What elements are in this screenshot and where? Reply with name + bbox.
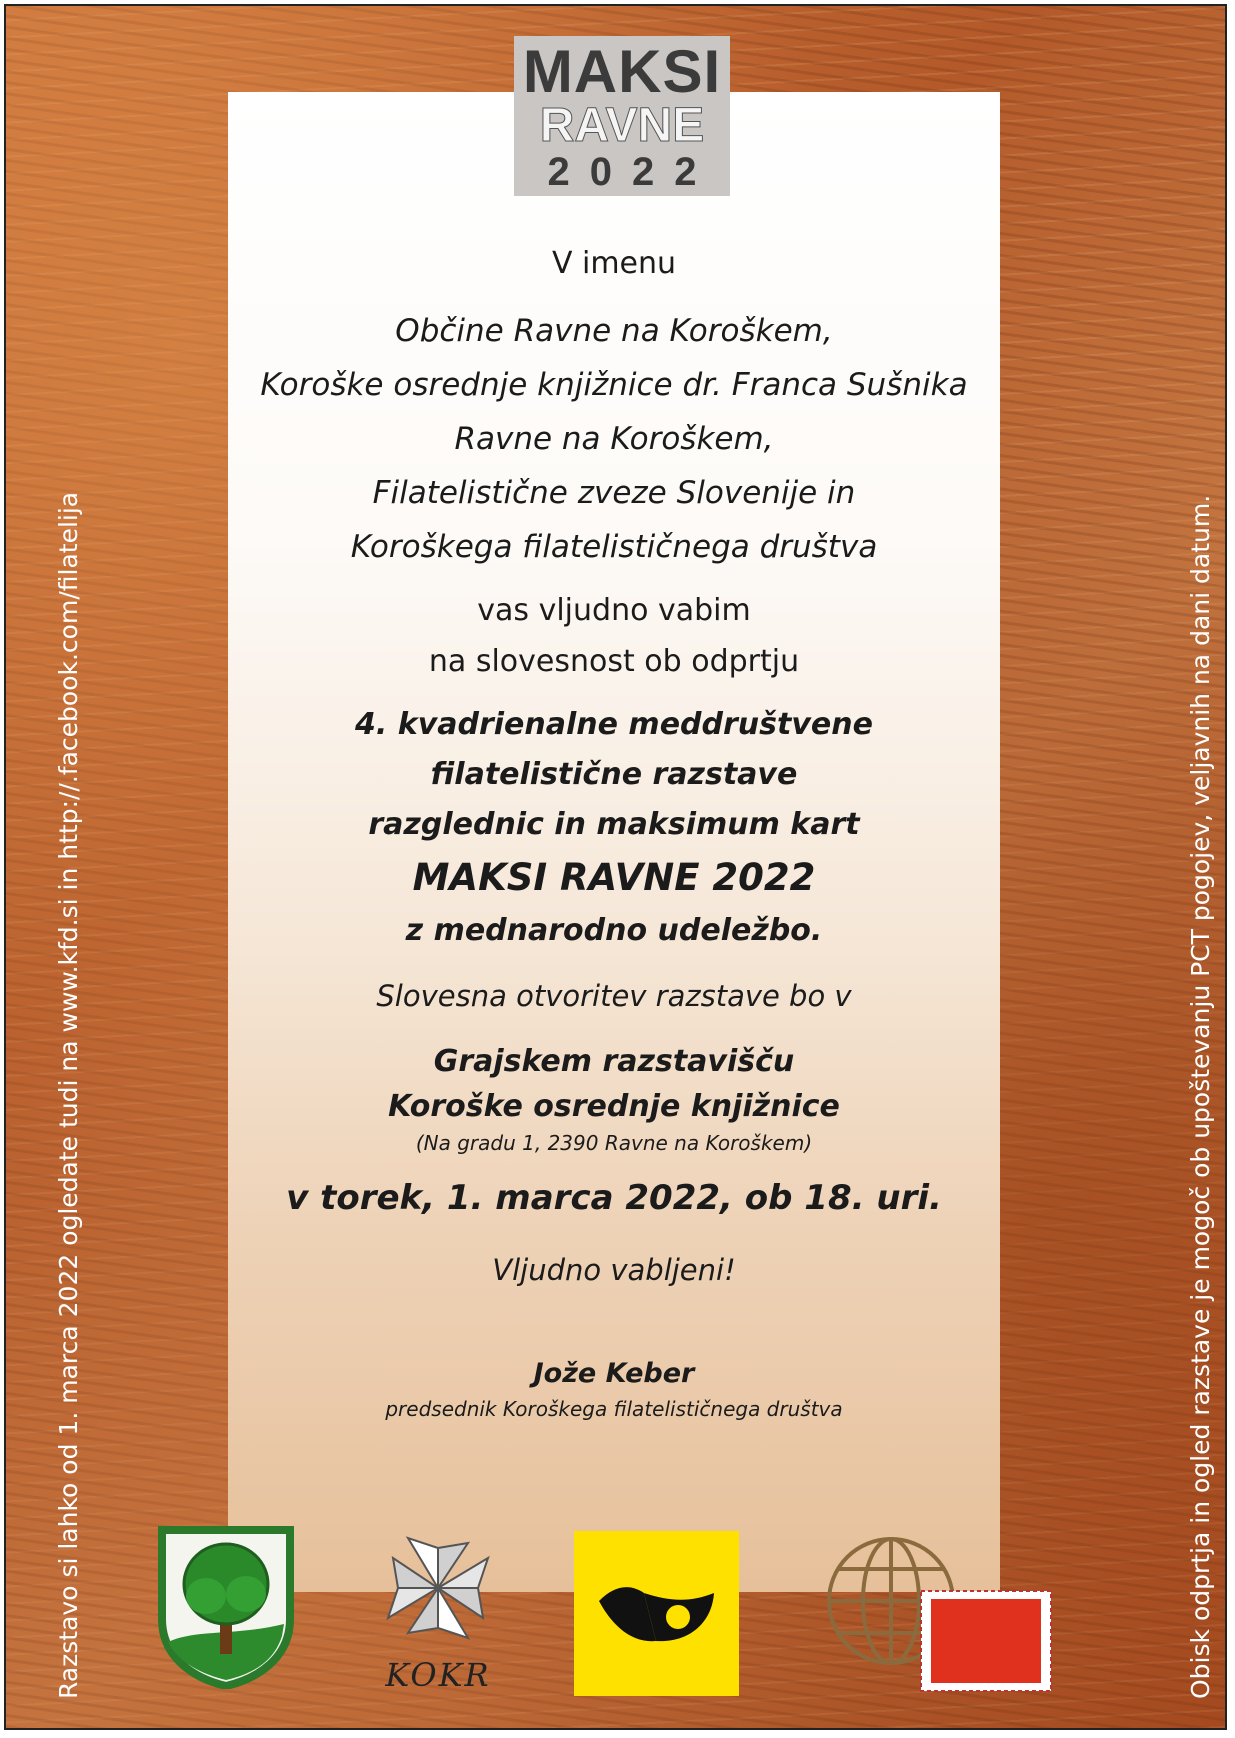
- participation-line: z mednarodno udeležbo.: [405, 913, 823, 948]
- invitation-text: [228, 246, 1000, 1424]
- logo-line-2: RAVNE: [539, 99, 705, 152]
- maksi-ravne-logo: [514, 36, 730, 196]
- ravne-coat-of-arms-icon: [156, 1524, 296, 1689]
- venue-line: Koroške osrednje knjižnice: [388, 1089, 840, 1124]
- opening-text: Slovesna otvoritev razstave bo v: [376, 979, 852, 1013]
- invitation-card: [4, 4, 1227, 1730]
- philatelic-association-logo: [821, 1531, 1061, 1701]
- logo-line-3: 2022: [547, 150, 717, 194]
- organizers-list: [228, 304, 1000, 574]
- organizer-line: Ravne na Koroškem,: [454, 421, 774, 457]
- exhibition-name: MAKSI RAVNE 2022: [412, 856, 816, 899]
- signer-title: predsednik Koroškega filatelističnega društva: [385, 1397, 843, 1421]
- event-line: filatelistične razstave: [430, 757, 798, 792]
- event-line: 4. kvadrienalne meddruštvene: [355, 707, 873, 742]
- pinwheel-icon: [378, 1528, 498, 1648]
- event-line: razglednic in maksimum kart: [368, 807, 860, 842]
- event-datetime: v torek, 1. marca 2022, ob 18. uri.: [286, 1178, 942, 1218]
- organizer-line: Občine Ravne na Koroškem,: [395, 313, 833, 349]
- logo-line-1: MAKSI: [522, 38, 722, 105]
- closing-line: Vljudno vabljeni!: [492, 1253, 736, 1287]
- posta-slovenije-horn-icon: [574, 1531, 739, 1696]
- invite-line: vas vljudno vabim: [477, 593, 751, 628]
- invite-line: na slovesnost ob odprtju: [428, 644, 800, 679]
- intro-line: V imenu: [551, 246, 677, 281]
- kokr-label: KOKR: [385, 1656, 491, 1694]
- venue-line: Grajskem razstavišču: [433, 1044, 795, 1079]
- organizer-line: Koroške osrednje knjižnice dr. Franca Sušnika: [260, 367, 968, 403]
- side-text-right: Obisk odprtja in ogled razstave je mogoč ob upoštevanju PCT pogojev, veljavnih na dani datum.: [1186, 494, 1215, 1699]
- organizer-line: Koroškega filatelističnega društva: [350, 529, 878, 565]
- side-text-left: Razstavo si lahko od 1. marca 2022 ogledate tudi na www.kfd.si in http://.facebook.com/filatelija: [54, 491, 83, 1699]
- kokr-logo: [378, 1528, 498, 1698]
- address-line: (Na gradu 1, 2390 Ravne na Koroškem): [415, 1131, 813, 1155]
- signer-name: Jože Keber: [533, 1358, 695, 1389]
- organizer-line: Filatelistične zveze Slovenije in: [372, 475, 856, 511]
